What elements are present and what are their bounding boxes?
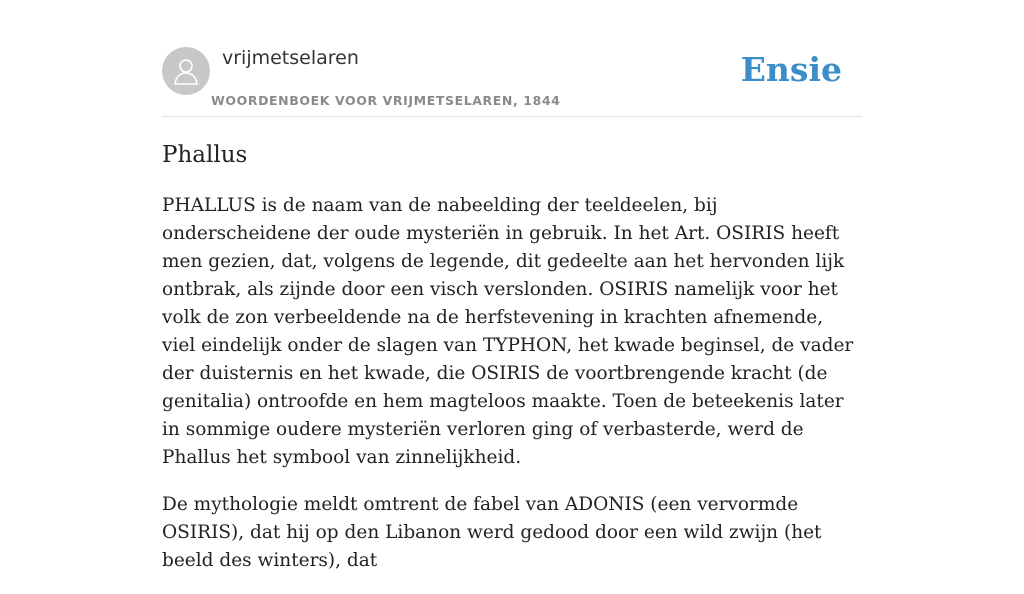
author-name[interactable]: vrijmetselaren [222,47,359,69]
article-body [162,192,862,594]
avatar[interactable] [162,47,210,95]
paragraph: De mythologie meldt omtrent de fabel van ADONIS (een vervormde OSIRIS), dat hij op den Libanon werd gedood door een wild zwijn (het beeld des winters), dat [162,494,822,571]
paragraph: PHALLUS is de naam van de nabeelding der teeldeelen, bij onderscheidene der oude mysteriën in gebruik. In het Art. OSIRIS heeft men gezien, dat, volgens de legende, dit gedeelte aan het hervonden lijk ontbrak, als zijnde door een visch verslonden. OSIRIS namelijk voor het volk de zon verbeeldende na de herfstevening in krachten afnemende, viel eindelijk onder de slagen van TYPHON, het kwade beginsel, de vader der duisternis en het kwade, die OSIRIS de voortbrengende kracht (de genitalia) ontroofde en hem magteloos maakte. Toen de beteekenis later in sommige oudere mysteriën verloren ging of verbasterde, werd de Phallus het symbool van zinnelijkheid. [162,195,854,468]
user-silhouette-icon [171,56,201,86]
brand-logo[interactable]: Ensie [740,50,842,89]
page-title: Phallus [162,142,248,168]
source-label[interactable]: WOORDENBOEK VOOR VRIJMETSELAREN, 1844 [211,93,561,108]
header [162,46,862,117]
